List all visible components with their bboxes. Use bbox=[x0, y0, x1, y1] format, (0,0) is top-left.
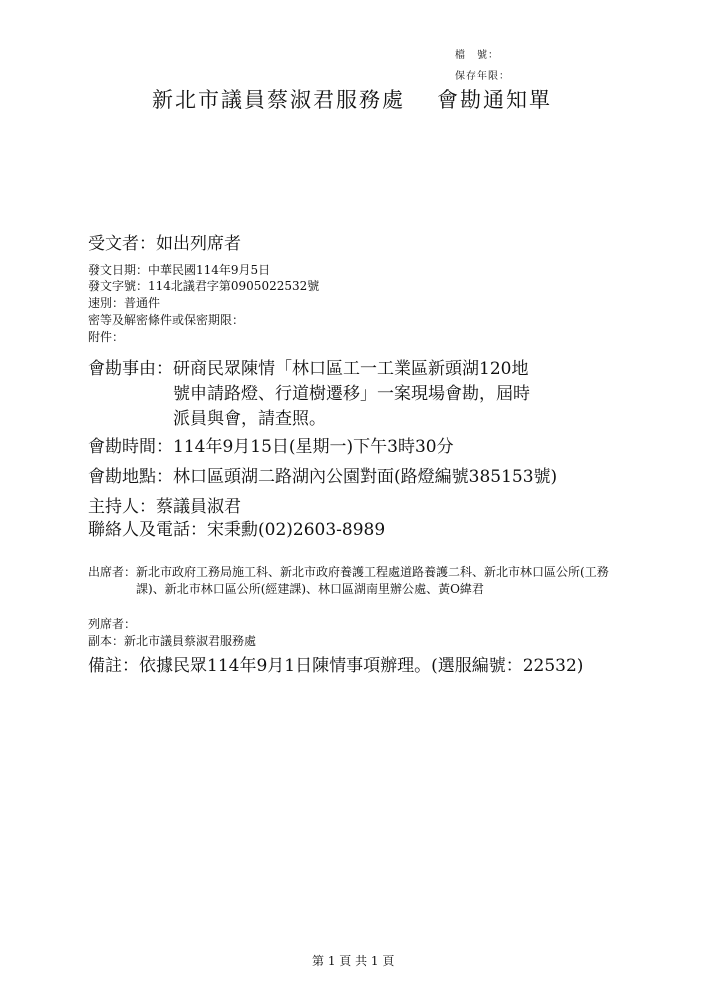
note-label: 備註： bbox=[88, 656, 139, 676]
attendees-text: 新北市政府工務局施工科、新北市政府養護工程處道路養護二科、新北市林口區公所(工務課)、新北市林口區公所(經建課)、林口區湖南里辦公處、黃O緯君 bbox=[136, 565, 609, 596]
attachment: 附件： bbox=[88, 330, 125, 344]
office-name: 新北市議員蔡淑君服務處 bbox=[152, 88, 405, 112]
contact bbox=[88, 515, 385, 540]
inspection-time-label: 會勘時間： bbox=[88, 437, 173, 457]
observers: 列席者： bbox=[88, 617, 137, 631]
inspection-time-value: 114年9月15日(星期一)下午3時30分 bbox=[173, 437, 454, 457]
contact-label: 聯絡人及電話： bbox=[88, 520, 207, 540]
copy-recipient bbox=[88, 632, 256, 649]
inspection-place-value: 林口區頭湖二路湖內公園對面(路燈編號385153號) bbox=[173, 467, 558, 487]
copy-label: 副本： bbox=[88, 634, 125, 648]
recipient-label: 受文者： bbox=[88, 234, 156, 254]
page-number: 第 1 頁 共 1 頁 bbox=[312, 954, 395, 968]
inspection-reason-label: 會勘事由： bbox=[88, 359, 173, 379]
inspection-reason bbox=[88, 357, 538, 432]
recipient-value: 如出列席者 bbox=[156, 234, 241, 254]
note bbox=[88, 651, 583, 676]
document-type: 會勘通知單 bbox=[437, 88, 552, 112]
inspection-reason-text: 研商民眾陳情「林口區工一工業區新頭湖120地號申請路燈、行道樹遷移」一案現場會勘，屆時派員與會，請查照。 bbox=[173, 359, 530, 429]
document-number: 發文字號：114北議君字第0905022532號 bbox=[88, 279, 320, 293]
issue-date: 發文日期：中華民國114年9月5日 bbox=[88, 263, 271, 277]
delivery-speed: 速別：普通件 bbox=[88, 296, 161, 310]
inspection-place-label: 會勘地點： bbox=[88, 467, 173, 487]
file-number-label: 檔 號： bbox=[455, 50, 499, 61]
host-label: 主持人： bbox=[88, 497, 156, 517]
inspection-place bbox=[88, 462, 557, 487]
host bbox=[88, 492, 241, 517]
host-value: 蔡議員淑君 bbox=[156, 497, 241, 517]
copy-value: 新北市議員蔡淑君服務處 bbox=[124, 634, 257, 648]
retention-period-label: 保存年限： bbox=[455, 71, 510, 82]
contact-value: 宋秉勳(02)2603-8989 bbox=[207, 520, 386, 540]
secrecy-level: 密等及解密條件或保密期限： bbox=[88, 313, 245, 327]
document-title bbox=[152, 84, 552, 114]
attendees bbox=[88, 564, 628, 598]
inspection-time bbox=[88, 432, 454, 457]
attendees-label: 出席者： bbox=[88, 565, 137, 579]
note-value: 依據民眾114年9月1日陳情事項辦理。(選服編號：22532) bbox=[139, 656, 584, 676]
recipient-line bbox=[88, 229, 241, 254]
